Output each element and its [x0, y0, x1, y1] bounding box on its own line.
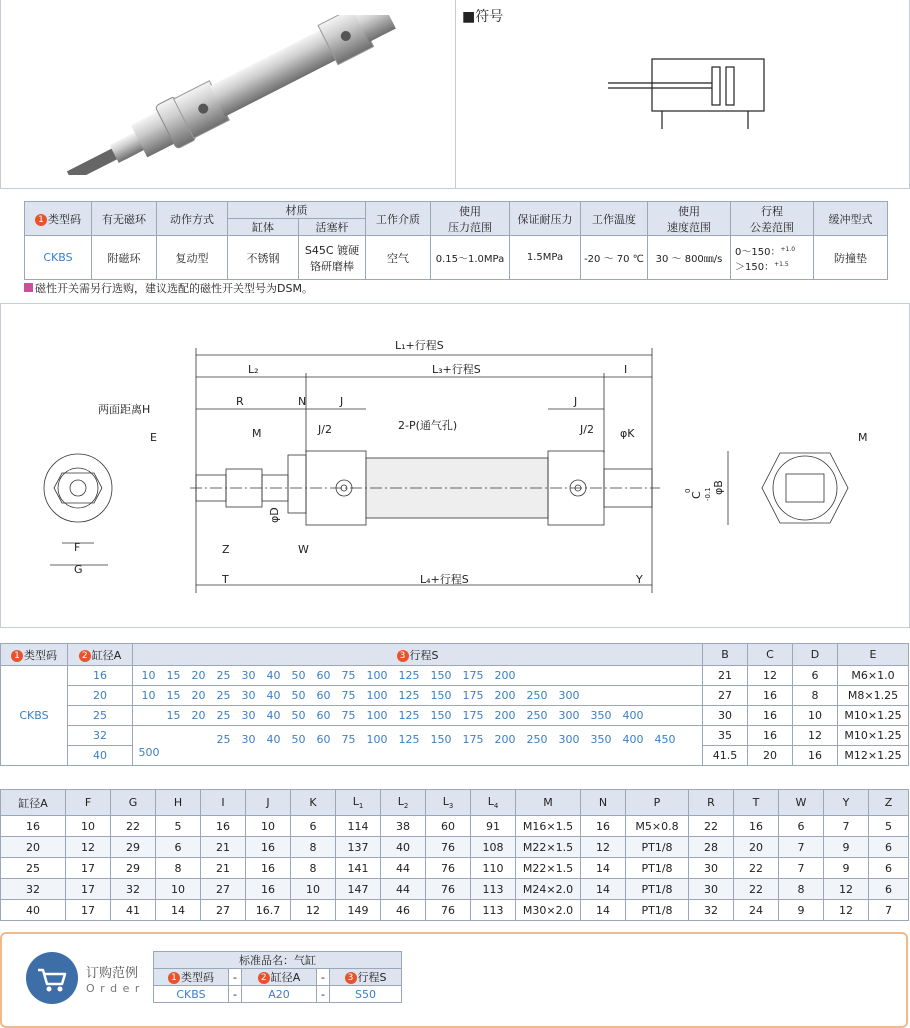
stroke-value: 75	[341, 669, 356, 682]
dim-port: 2-P(通气孔)	[398, 419, 458, 432]
order-title: 订购范例	[86, 966, 139, 981]
table-cell: 114	[336, 816, 381, 837]
top-divider	[455, 0, 456, 188]
stroke-value: 450	[654, 732, 676, 746]
table-cell: 16	[734, 816, 779, 837]
table-cell: 44	[381, 858, 426, 879]
stroke-value: 125	[398, 669, 420, 682]
stroke-value: 30	[241, 689, 256, 702]
table-cell: 32	[1, 879, 66, 900]
stroke-value: 300	[558, 689, 580, 702]
table-cell: 10	[66, 816, 111, 837]
dim-N: N	[298, 395, 307, 408]
order-subtitle: O r d e r	[86, 982, 141, 995]
table-cell: 22	[734, 858, 779, 879]
table-cell: 12	[824, 900, 869, 921]
stroke-value: 20	[191, 669, 206, 682]
table-cell: 20	[734, 837, 779, 858]
stroke-value: 175	[462, 709, 484, 722]
symbol-title: ■符号	[462, 9, 504, 25]
dim-J-right: J	[574, 395, 578, 408]
dim-L3: L₃+行程S	[432, 363, 481, 376]
table-cell: 6	[156, 837, 201, 858]
strokes-row-16	[133, 666, 703, 686]
table-cell: M24×2.0	[516, 879, 581, 900]
stroke-value: 25	[216, 669, 231, 682]
spec-note: 磁性开关需另行选购，建议选配的磁性开关型号为DSM。	[24, 280, 313, 296]
table-row	[1, 837, 909, 858]
stroke-table: 1 类型码 2 缸径A 3 行程S B C D E CKBS 16 10 15 20 25 30 40 50 60 75 100 125 150 175 200 21 12 6 M6×1.0 20 10 15 20 25 30 40 50 60 75 100 125 150 175 200 250 300 27 16 8 M8×1.25 25 15 20 25 30 40 50 60 75 100 125 150 175 200 250 300 350 400 30 16 10 M10×1.25 32 25 30 40 50 60 75 100 125 150 175 200 250 300 350 400 450500 35 16 12 M10×1.25 40 41.5 20 16 M12×1.25	[0, 643, 909, 766]
stroke-value: 150	[430, 732, 452, 746]
table-cell: 6	[291, 816, 336, 837]
table-cell: 7	[779, 858, 824, 879]
stroke-value: 60	[316, 709, 331, 722]
table-cell: 14	[156, 900, 201, 921]
table-cell: 24	[734, 900, 779, 921]
dim-J-left: J	[340, 395, 344, 408]
dim-M-right: M	[858, 431, 868, 444]
table-cell: 46	[381, 900, 426, 921]
table-cell: 25	[1, 858, 66, 879]
stroke-value: 10	[141, 669, 156, 682]
dim-K: φK	[620, 427, 635, 440]
table-cell: 9	[824, 837, 869, 858]
stroke-value: 60	[316, 689, 331, 702]
table-cell: M22×1.5	[516, 858, 581, 879]
table-cell: 147	[336, 879, 381, 900]
stroke-value: 200	[494, 732, 516, 746]
table-cell: 5	[869, 816, 909, 837]
table-cell: 9	[824, 858, 869, 879]
dim-L1: L₁+行程S	[395, 339, 444, 352]
stroke-value: 15	[166, 689, 181, 702]
stroke-value: 175	[462, 689, 484, 702]
table-cell: M16×1.5	[516, 816, 581, 837]
table-cell: 7	[824, 816, 869, 837]
stroke-value: 300	[558, 709, 580, 722]
table-cell: 12	[581, 837, 626, 858]
dim-B: φB	[712, 480, 725, 495]
table-cell: 38	[381, 816, 426, 837]
stroke-value: 175	[462, 669, 484, 682]
dim-E: E	[150, 431, 157, 444]
dim-H: 两面距离H	[98, 403, 151, 416]
stroke-value: 200	[494, 689, 516, 702]
stroke-value: 100	[366, 709, 388, 722]
stroke-value: 50	[291, 689, 306, 702]
cart-icon	[24, 950, 80, 1006]
dimension-drawing	[0, 303, 910, 626]
table-cell: 32	[111, 879, 156, 900]
table-cell: 12	[66, 837, 111, 858]
table-cell: 30	[689, 858, 734, 879]
spec-table: 1 类型码 有无磁环 动作方式 材质 工作介质 使用 压力范围 保证耐压力 工作温度 使用 速度范围 行程 公差范围 缓冲型式 缸体 活塞杆 CKBS 附磁环 复动型 不锈钢 S45C 镀硬 铬研磨棒 空气 0.15～1.0MPa 1.5MPa -20 ～ 70 ℃ 30 ～ 800㎜/s 0～150：$^{+1.0}$ ＞150：$^{+1.5}$ 防撞垫	[24, 201, 888, 280]
stroke-value: 150	[430, 709, 452, 722]
cylinder-symbol	[600, 55, 770, 135]
table-cell: M30×2.0	[516, 900, 581, 921]
stroke-value: 350	[590, 709, 612, 722]
table-cell: 7	[779, 837, 824, 858]
note-icon	[24, 283, 33, 292]
stroke-value: 125	[398, 709, 420, 722]
table-cell: 14	[581, 858, 626, 879]
table-cell: 6	[779, 816, 824, 837]
table-cell: PT1/8	[626, 900, 689, 921]
table-cell: 27	[201, 900, 246, 921]
table-cell: 149	[336, 900, 381, 921]
dim-L2: L₂	[248, 363, 259, 376]
stroke-value: 100	[366, 689, 388, 702]
stroke-value: 200	[494, 669, 516, 682]
product-photo	[40, 15, 420, 175]
table-cell: PT1/8	[626, 858, 689, 879]
table-cell: 30	[689, 879, 734, 900]
table-cell: 12	[291, 900, 336, 921]
stroke-value: 40	[266, 669, 281, 682]
stroke-value: 50	[291, 709, 306, 722]
table-cell: 21	[201, 837, 246, 858]
table-cell: 10	[246, 816, 291, 837]
table-cell: 32	[689, 900, 734, 921]
table-cell: 29	[111, 858, 156, 879]
stroke-value: 15	[166, 669, 181, 682]
table-cell: 6	[869, 837, 909, 858]
strokes-row-25	[133, 706, 703, 726]
stroke-value: 250	[526, 689, 548, 702]
table-cell: 16	[581, 816, 626, 837]
stroke-value: 40	[266, 732, 281, 746]
stroke-value: 200	[494, 709, 516, 722]
stroke-value: 50	[291, 732, 306, 746]
table-cell: 76	[426, 900, 471, 921]
stroke-value: 10	[141, 689, 156, 702]
table-cell: 110	[471, 858, 516, 879]
table-cell: 60	[426, 816, 471, 837]
table-row	[1, 858, 909, 879]
table-cell: 40	[1, 900, 66, 921]
strokes-row-20	[133, 686, 703, 706]
stroke-value: 400	[622, 732, 644, 746]
table-cell: 16	[246, 858, 291, 879]
stroke-value: 100	[366, 669, 388, 682]
table-cell: 7	[869, 900, 909, 921]
table-cell: 76	[426, 858, 471, 879]
stroke-value: 30	[241, 709, 256, 722]
table-cell: 40	[381, 837, 426, 858]
table-cell: M5×0.8	[626, 816, 689, 837]
dim-M-left: M	[252, 427, 262, 440]
stroke-value: 20	[191, 689, 206, 702]
table-cell: 141	[336, 858, 381, 879]
dim-C-tol-low: -0.1	[704, 487, 712, 501]
stroke-value: 400	[622, 709, 644, 722]
stroke-value: 75	[341, 689, 356, 702]
stroke-value: 175	[462, 732, 484, 746]
stroke-value: 250	[526, 732, 548, 746]
table-cell: 6	[869, 879, 909, 900]
dim-C-tol-high: 0	[684, 488, 692, 493]
dim-T: T	[222, 573, 229, 586]
table-cell: 76	[426, 837, 471, 858]
table-cell: 44	[381, 879, 426, 900]
strokes-row-32-40	[133, 726, 703, 766]
stroke-value: 100	[366, 732, 388, 746]
table-cell: 8	[291, 858, 336, 879]
dim-C: C	[690, 491, 703, 499]
stroke-value: 60	[316, 732, 331, 746]
table-cell: 16.7	[246, 900, 291, 921]
table-cell: 76	[426, 879, 471, 900]
table-cell: PT1/8	[626, 837, 689, 858]
stroke-value: 25	[216, 709, 231, 722]
table-row	[1, 900, 909, 921]
stroke-value: 125	[398, 732, 420, 746]
stroke-value: 60	[316, 669, 331, 682]
stroke-value: 350	[590, 732, 612, 746]
stroke-value: 75	[341, 732, 356, 746]
dim-Z: Z	[222, 543, 230, 556]
table-cell: 17	[66, 879, 111, 900]
table-cell: 113	[471, 900, 516, 921]
table-row	[1, 816, 909, 837]
table-cell: 22	[734, 879, 779, 900]
table-cell: 6	[869, 858, 909, 879]
dim-I: I	[624, 363, 628, 376]
table-cell: 22	[111, 816, 156, 837]
table-cell: 113	[471, 879, 516, 900]
stroke-value: 300	[558, 732, 580, 746]
table-cell: 16	[1, 816, 66, 837]
table-cell: 16	[246, 879, 291, 900]
table-cell: 17	[66, 858, 111, 879]
table-cell: 14	[581, 879, 626, 900]
stroke-value: 25	[216, 732, 231, 746]
table-cell: 27	[201, 879, 246, 900]
stroke-value: 50	[291, 669, 306, 682]
table-cell: 21	[201, 858, 246, 879]
table-cell: 91	[471, 816, 516, 837]
dim-R: R	[236, 395, 244, 408]
stroke-value: 75	[341, 709, 356, 722]
table-cell: 29	[111, 837, 156, 858]
table-cell: M22×1.5	[516, 837, 581, 858]
table-cell: 28	[689, 837, 734, 858]
table-cell: 16	[246, 837, 291, 858]
stroke-value: 125	[398, 689, 420, 702]
stroke-value: 40	[266, 689, 281, 702]
table-cell: 108	[471, 837, 516, 858]
order-table: 标准品名：气缸 1 类型码 - 2 缸径A - 3 行程S CKBS - A20 - S50	[153, 951, 402, 1003]
stroke-value: 150	[430, 689, 452, 702]
dim-W: W	[298, 543, 309, 556]
table-cell: 14	[581, 900, 626, 921]
table-cell: 17	[66, 900, 111, 921]
dim-F: F	[74, 541, 81, 554]
stroke-value: 250	[526, 709, 548, 722]
table-cell: 137	[336, 837, 381, 858]
stroke-value: 20	[191, 709, 206, 722]
table-cell: 16	[201, 816, 246, 837]
stroke-value: 500	[138, 745, 160, 759]
table-cell: 10	[156, 879, 201, 900]
table-cell: 9	[779, 900, 824, 921]
dim-Y: Y	[636, 573, 643, 586]
table-row	[1, 879, 909, 900]
dim-J2-right: J/2	[580, 423, 594, 436]
dimension-table: 缸径A F G H I J K $L_1$ $L_2$ $L_3$ $L_4$ M N P R T W Y Z 16 10 22 5 16 10 6 114 38 60 91 M16×1.5 16 M5×0.8 22 16 6 7 5 20 12 29 6 21 16 8 137 40 76 108 M22×1.5 12 PT1/8 28 20 7 9 6 25 17 29 8 21 16 8 141 44 76 110 M22×1.5 14 PT1/8 30 22 7 9 6 32 17 32 10 27 16 10 147 44 76 113 M24×2.0 14 PT1/8 30 22 8 12 6 40 17 41 14 27 16.7 12 149 46 76 113 M30×2.0 14 PT1/8 32 24 9 12 7	[0, 789, 909, 921]
dim-J2-left: J/2	[318, 423, 332, 436]
table-cell: 41	[111, 900, 156, 921]
table-cell: 20	[1, 837, 66, 858]
stroke-value: 25	[216, 689, 231, 702]
table-cell: PT1/8	[626, 879, 689, 900]
stroke-value: 30	[241, 732, 256, 746]
table-cell: 22	[689, 816, 734, 837]
stroke-value: 15	[166, 709, 181, 722]
table-cell: 12	[824, 879, 869, 900]
dim-D: φD	[268, 507, 281, 523]
table-cell: 8	[779, 879, 824, 900]
stroke-value: 30	[241, 669, 256, 682]
dim-G: G	[74, 563, 83, 576]
table-cell: 8	[291, 837, 336, 858]
stroke-value: 40	[266, 709, 281, 722]
table-cell: 10	[291, 879, 336, 900]
stroke-value: 150	[430, 669, 452, 682]
dim-L4: L₄+行程S	[420, 573, 469, 586]
table-cell: 8	[156, 858, 201, 879]
table-cell: 5	[156, 816, 201, 837]
